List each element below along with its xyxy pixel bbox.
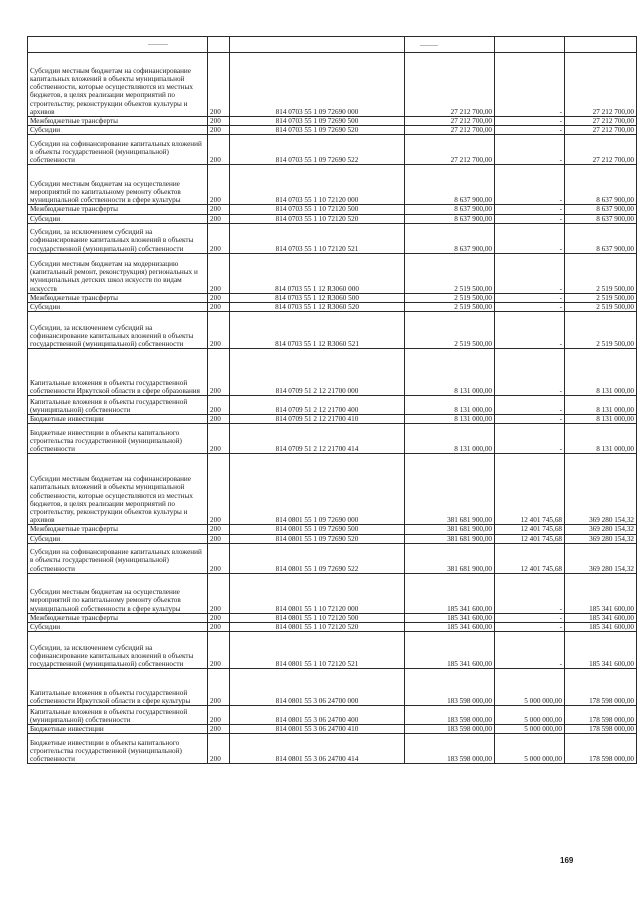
row-total-amount: 8 637 900,00 [565, 223, 637, 253]
table-row [28, 205, 637, 214]
row-name: Бюджетные инвестиции в объекты капитального строительства государственной (муниципальной) собственности [28, 734, 208, 764]
row-change-amount: 5 000 000,00 [495, 669, 565, 706]
table-row [28, 53, 637, 117]
row-approved-amount: 27 212 700,00 [405, 53, 495, 117]
row-admin-code: 200 [208, 415, 230, 424]
row-approved-amount: 8 131 000,00 [405, 424, 495, 454]
row-change-amount: 12 401 745,68 [495, 543, 565, 573]
row-budget-code [230, 37, 405, 53]
row-change-amount: - [495, 573, 565, 613]
row-total-amount: 8 131 000,00 [565, 424, 637, 454]
row-total-amount: 178 598 000,00 [565, 725, 637, 734]
row-change-amount: - [495, 53, 565, 117]
row-total-amount: 185 341 600,00 [565, 623, 637, 632]
row-budget-code: 814 0801 55 3 06 24700 400 [230, 706, 405, 725]
row-name: Бюджетные инвестиции [28, 415, 208, 424]
table-row [28, 525, 637, 534]
row-change-amount: - [495, 223, 565, 253]
row-admin-code: 200 [208, 303, 230, 312]
row-approved-amount: 2 519 500,00 [405, 303, 495, 312]
row-change-amount: - [495, 253, 565, 293]
row-total-amount: 369 280 154,32 [565, 525, 637, 534]
budget-table-body [28, 37, 637, 764]
row-total-amount: 178 598 000,00 [565, 706, 637, 725]
row-name: Субсидии, за исключением субсидий на софинансирование капитальных вложений в объекты государственной (муниципальной) собственности [28, 223, 208, 253]
row-budget-code: 814 0703 55 1 10 72120 520 [230, 214, 405, 223]
row-budget-code: 814 0703 55 1 09 72690 000 [230, 53, 405, 117]
row-admin-code: 200 [208, 396, 230, 415]
row-change-amount [495, 37, 565, 53]
row-total-amount: 185 341 600,00 [565, 632, 637, 669]
row-budget-code: 814 0801 55 1 10 72120 521 [230, 632, 405, 669]
row-budget-code: 814 0709 51 2 12 21700 414 [230, 424, 405, 454]
row-total-amount: 27 212 700,00 [565, 117, 637, 126]
table-row [28, 543, 637, 573]
row-total-amount: 8 637 900,00 [565, 205, 637, 214]
row-total-amount: 369 280 154,32 [565, 534, 637, 543]
row-budget-code: 814 0703 55 1 12 R3060 000 [230, 253, 405, 293]
row-change-amount: - [495, 312, 565, 349]
table-row [28, 223, 637, 253]
row-approved-amount: 381 681 900,00 [405, 454, 495, 525]
row-change-amount: - [495, 117, 565, 126]
row-approved-amount: 183 598 000,00 [405, 706, 495, 725]
page-number: 169 [560, 856, 574, 865]
row-total-amount: 369 280 154,32 [565, 543, 637, 573]
row-approved-amount: 2 519 500,00 [405, 253, 495, 293]
row-total-amount [565, 37, 637, 53]
row-approved-amount: 8 131 000,00 [405, 415, 495, 424]
row-change-amount: - [495, 165, 565, 205]
row-change-amount: - [495, 613, 565, 622]
table-row [28, 632, 637, 669]
row-approved-amount: 183 598 000,00 [405, 725, 495, 734]
row-change-amount: 12 401 745,68 [495, 534, 565, 543]
table-row [28, 396, 637, 415]
row-total-amount: 369 280 154,32 [565, 454, 637, 525]
table-row [28, 126, 637, 135]
row-total-amount: 8 131 000,00 [565, 396, 637, 415]
row-admin-code: 200 [208, 706, 230, 725]
table-row [28, 706, 637, 725]
row-name: Субсидии, за исключением субсидий на софинансирование капитальных вложений в объекты государственной (муниципальной) собственности [28, 632, 208, 669]
table-row [28, 669, 637, 706]
row-budget-code: 814 0801 55 1 09 72690 000 [230, 454, 405, 525]
row-total-amount: 27 212 700,00 [565, 126, 637, 135]
row-budget-code: 814 0709 51 2 12 21700 000 [230, 349, 405, 396]
row-name: Субсидии местным бюджетам на софинансирование капитальных вложений в объекты муниципальной собственности, которые осуществляются из местных бюджетов, в целях реализации мероприятий по строительству, реконструкции объектов культуры и архивов [28, 454, 208, 525]
row-admin-code: 200 [208, 454, 230, 525]
row-budget-code: 814 0703 55 1 10 72120 521 [230, 223, 405, 253]
table-row [28, 37, 637, 53]
row-budget-code: 814 0801 55 3 06 24700 000 [230, 669, 405, 706]
row-change-amount: - [495, 214, 565, 223]
row-total-amount: 178 598 000,00 [565, 669, 637, 706]
row-admin-code: 200 [208, 669, 230, 706]
table-row [28, 725, 637, 734]
table-row [28, 424, 637, 454]
row-change-amount: 5 000 000,00 [495, 734, 565, 764]
row-total-amount: 2 519 500,00 [565, 253, 637, 293]
row-approved-amount: 8 131 000,00 [405, 349, 495, 396]
row-total-amount: 2 519 500,00 [565, 293, 637, 302]
row-admin-code: 200 [208, 205, 230, 214]
row-name: Субсидии [28, 303, 208, 312]
row-total-amount: 27 212 700,00 [565, 53, 637, 117]
row-admin-code: 200 [208, 725, 230, 734]
row-change-amount: - [495, 205, 565, 214]
row-total-amount: 8 637 900,00 [565, 214, 637, 223]
row-budget-code: 814 0801 55 3 06 24700 414 [230, 734, 405, 764]
row-change-amount: - [495, 396, 565, 415]
row-approved-amount: 27 212 700,00 [405, 117, 495, 126]
row-change-amount: - [495, 293, 565, 302]
row-change-amount: 12 401 745,68 [495, 525, 565, 534]
table-row [28, 293, 637, 302]
table-row [28, 303, 637, 312]
row-total-amount: 2 519 500,00 [565, 312, 637, 349]
row-change-amount: - [495, 623, 565, 632]
row-admin-code: 200 [208, 349, 230, 396]
row-name: Субсидии [28, 623, 208, 632]
row-admin-code: 200 [208, 632, 230, 669]
row-name: Капитальные вложения в объекты государственной (муниципальной) собственности [28, 706, 208, 725]
row-total-amount: 8 131 000,00 [565, 349, 637, 396]
table-row [28, 415, 637, 424]
row-approved-amount: 185 341 600,00 [405, 613, 495, 622]
row-name: Субсидии местным бюджетам на осуществление мероприятий по капитальному ремонту объектов муниципальной собственности в сфере культуры [28, 165, 208, 205]
row-change-amount: 5 000 000,00 [495, 725, 565, 734]
row-total-amount: 185 341 600,00 [565, 613, 637, 622]
row-name: Межбюджетные трансферты [28, 525, 208, 534]
row-name: Субсидии местным бюджетам на софинансирование капитальных вложений в объекты муниципальной собственности, которые осуществляются из местных бюджетов, в целях реализации мероприятий по строительству, реконструкции объектов культуры и архивов [28, 53, 208, 117]
row-budget-code: 814 0703 55 1 09 72690 520 [230, 126, 405, 135]
row-name: Бюджетные инвестиции [28, 725, 208, 734]
row-approved-amount: 381 681 900,00 [405, 525, 495, 534]
row-budget-code: 814 0801 55 1 09 72690 520 [230, 534, 405, 543]
row-admin-code: 200 [208, 117, 230, 126]
row-approved-amount: 2 519 500,00 [405, 312, 495, 349]
table-row [28, 349, 637, 396]
row-budget-code: 814 0801 55 1 10 72120 500 [230, 613, 405, 622]
row-budget-code: 814 0703 55 1 10 72120 500 [230, 205, 405, 214]
row-admin-code: 200 [208, 253, 230, 293]
table-row [28, 312, 637, 349]
row-budget-code: 814 0709 51 2 12 21700 400 [230, 396, 405, 415]
row-name: Субсидии, за исключением субсидий на софинансирование капитальных вложений в объекты государственной (муниципальной) собственности [28, 312, 208, 349]
table-row [28, 573, 637, 613]
row-total-amount: 8 637 900,00 [565, 165, 637, 205]
row-budget-code: 814 0703 55 1 09 72690 500 [230, 117, 405, 126]
row-admin-code: 200 [208, 573, 230, 613]
row-budget-code: 814 0703 55 1 12 R3060 520 [230, 303, 405, 312]
row-change-amount: - [495, 349, 565, 396]
table-row [28, 534, 637, 543]
row-admin-code: 200 [208, 623, 230, 632]
row-total-amount: 2 519 500,00 [565, 303, 637, 312]
row-name: Субсидии на софинансирование капитальных вложений в объекты государственной (муниципальной) собственности [28, 543, 208, 573]
row-change-amount: - [495, 126, 565, 135]
row-change-amount: - [495, 303, 565, 312]
row-change-amount: - [495, 415, 565, 424]
row-approved-amount: 183 598 000,00 [405, 669, 495, 706]
row-name: Субсидии на софинансирование капитальных вложений в объекты государственной (муниципальной) собственности [28, 135, 208, 165]
table-row [28, 135, 637, 165]
row-admin-code: 200 [208, 223, 230, 253]
row-name: Капитальные вложения в объекты государственной собственности Иркутской области в сфере образования [28, 349, 208, 396]
row-name: Субсидии [28, 534, 208, 543]
row-name: Межбюджетные трансферты [28, 293, 208, 302]
row-admin-code: 200 [208, 53, 230, 117]
row-total-amount: 178 598 000,00 [565, 734, 637, 764]
row-admin-code: 200 [208, 293, 230, 302]
row-total-amount: 27 212 700,00 [565, 135, 637, 165]
row-change-amount: - [495, 135, 565, 165]
row-total-amount: 8 131 000,00 [565, 415, 637, 424]
row-change-amount: - [495, 424, 565, 454]
row-name: Субсидии [28, 126, 208, 135]
row-budget-code: 814 0709 51 2 12 21700 410 [230, 415, 405, 424]
row-budget-code: 814 0801 55 1 09 72690 522 [230, 543, 405, 573]
row-approved-amount: 8 131 000,00 [405, 396, 495, 415]
row-admin-code: 200 [208, 525, 230, 534]
row-name: Межбюджетные трансферты [28, 613, 208, 622]
row-budget-code: 814 0801 55 3 06 24700 410 [230, 725, 405, 734]
row-name: Межбюджетные трансферты [28, 117, 208, 126]
row-change-amount: 12 401 745,68 [495, 454, 565, 525]
row-budget-code: 814 0801 55 1 10 72120 000 [230, 573, 405, 613]
row-budget-code: 814 0703 55 1 10 72120 000 [230, 165, 405, 205]
row-approved-amount: 8 637 900,00 [405, 223, 495, 253]
row-name [28, 37, 208, 53]
row-approved-amount: 8 637 900,00 [405, 205, 495, 214]
row-admin-code: 200 [208, 734, 230, 764]
row-approved-amount: 185 341 600,00 [405, 573, 495, 613]
row-total-amount: 185 341 600,00 [565, 573, 637, 613]
row-admin-code: 200 [208, 214, 230, 223]
row-admin-code [208, 37, 230, 53]
row-admin-code: 200 [208, 424, 230, 454]
row-name: Бюджетные инвестиции в объекты капитального строительства государственной (муниципальной) собственности [28, 424, 208, 454]
row-admin-code: 200 [208, 135, 230, 165]
row-name: Субсидии местным бюджетам на осуществление мероприятий по капитальному ремонту объектов муниципальной собственности в сфере культуры [28, 573, 208, 613]
row-approved-amount: 381 681 900,00 [405, 534, 495, 543]
row-admin-code: 200 [208, 165, 230, 205]
table-row [28, 613, 637, 622]
row-approved-amount: 8 637 900,00 [405, 165, 495, 205]
row-approved-amount: 27 212 700,00 [405, 135, 495, 165]
row-name: Субсидии местным бюджетам на модернизацию (капитальный ремонт, реконструкция) региональных и муниципальных детских школ искусств по видам искусств [28, 253, 208, 293]
budget-table [27, 36, 637, 764]
row-change-amount: 5 000 000,00 [495, 706, 565, 725]
row-approved-amount: 2 519 500,00 [405, 293, 495, 302]
row-name: Капитальные вложения в объекты государственной собственности Иркутской области в сфере культуры [28, 669, 208, 706]
row-name: Межбюджетные трансферты [28, 205, 208, 214]
table-row [28, 623, 637, 632]
row-admin-code: 200 [208, 613, 230, 622]
row-approved-amount: 8 637 900,00 [405, 214, 495, 223]
row-name: Капитальные вложения в объекты государственной (муниципальной) собственности [28, 396, 208, 415]
row-name: Субсидии [28, 214, 208, 223]
row-approved-amount: 183 598 000,00 [405, 734, 495, 764]
row-admin-code: 200 [208, 312, 230, 349]
table-row [28, 734, 637, 764]
row-budget-code: 814 0801 55 1 10 72120 520 [230, 623, 405, 632]
table-row [28, 253, 637, 293]
row-approved-amount: 27 212 700,00 [405, 126, 495, 135]
table-row [28, 117, 637, 126]
row-budget-code: 814 0703 55 1 12 R3060 521 [230, 312, 405, 349]
row-admin-code: 200 [208, 126, 230, 135]
row-admin-code: 200 [208, 543, 230, 573]
row-budget-code: 814 0703 55 1 09 72690 522 [230, 135, 405, 165]
row-approved-amount [405, 37, 495, 53]
row-change-amount: - [495, 632, 565, 669]
row-approved-amount: 381 681 900,00 [405, 543, 495, 573]
table-row [28, 214, 637, 223]
row-budget-code: 814 0703 55 1 12 R3060 500 [230, 293, 405, 302]
table-row [28, 165, 637, 205]
row-approved-amount: 185 341 600,00 [405, 623, 495, 632]
row-approved-amount: 185 341 600,00 [405, 632, 495, 669]
row-admin-code: 200 [208, 534, 230, 543]
table-row [28, 454, 637, 525]
row-budget-code: 814 0801 55 1 09 72690 500 [230, 525, 405, 534]
